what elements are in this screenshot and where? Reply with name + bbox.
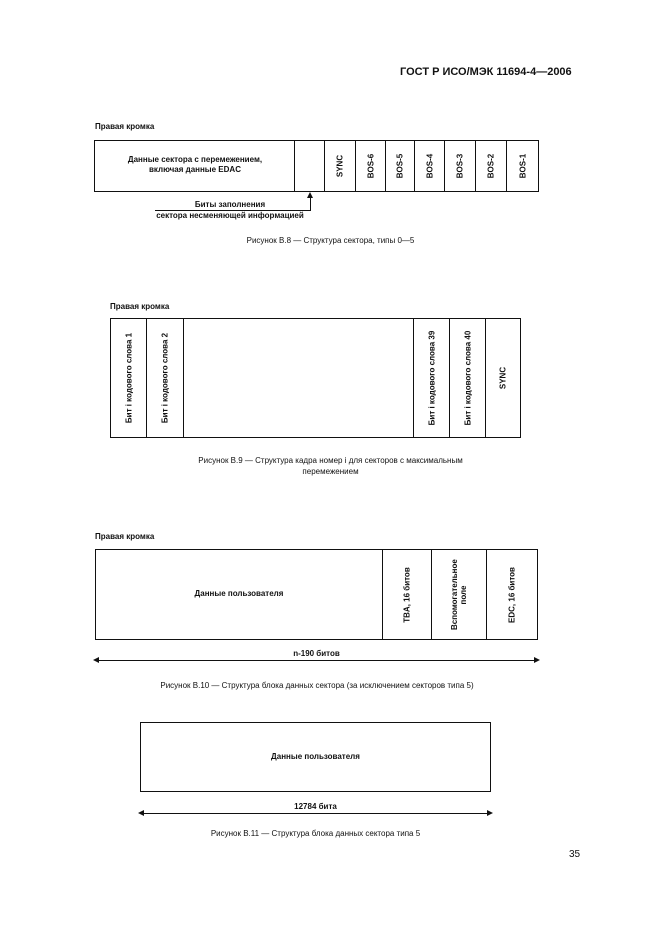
document-title: ГОСТ Р ИСО/МЭК 11694-4—2006 <box>400 66 572 78</box>
fig9-cell-label: Бит i кодового слова 2 <box>160 332 170 424</box>
fig8-fill-note <box>150 199 310 221</box>
fig11-length-arrow-line <box>143 813 488 814</box>
fig10-cell-label: TBA, 16 битов <box>402 566 412 623</box>
fig10-cell-label: EDC, 16 битов <box>507 566 517 623</box>
fig8-cell-label: BOS-2 <box>486 153 496 179</box>
fig9-cell <box>414 318 449 438</box>
fig8-pointer-arrowhead <box>307 192 313 198</box>
fig9-cell-label: Бит i кодового слова 1 <box>124 332 133 424</box>
fig8-cell-label: BOS-6 <box>366 153 375 179</box>
fig10-cell-label: Вспомогательное поле <box>450 558 468 630</box>
page-number: 35 <box>569 849 581 860</box>
fig9-cell-label: SYNC <box>498 366 508 390</box>
fig8-cell-label: BOS-3 <box>455 153 465 179</box>
fig8-pointer-vertical <box>310 197 311 211</box>
fig10-cell <box>383 549 431 640</box>
fig8-data-label-line2: включая данные EDAC <box>149 165 241 174</box>
fig8-caption: Рисунок В.8 — Структура сектора, типы 0—5 <box>246 236 415 245</box>
fig8-cell <box>445 140 475 192</box>
fig9-cell <box>111 318 146 438</box>
fig8-cell-label: BOS-1 <box>518 153 527 179</box>
fig10-cell <box>487 549 537 640</box>
fig9-cell <box>147 318 183 438</box>
fig8-cell <box>507 140 538 192</box>
fig8-cell <box>476 140 506 192</box>
fig8-cell-label: BOS-4 <box>425 153 434 179</box>
fig9-cell-label: Бит i кодового слова 40 <box>463 330 472 426</box>
fig9-divider <box>183 318 184 438</box>
fig9-caption-line2: перемежением <box>302 467 359 476</box>
fig8-cell <box>386 140 414 192</box>
fig8-data-label-line1: Данные сектора с перемежением, <box>127 155 263 164</box>
fig9-caption <box>0 455 661 477</box>
fig10-cell <box>432 549 486 640</box>
fig10-length-label: n-190 битов <box>293 649 340 658</box>
fig8-edge-label: Правая кромка <box>95 122 155 131</box>
fig11-length-label: 12784 бита <box>294 802 337 811</box>
fig8-data-label <box>98 155 292 175</box>
fig8-fill-note-line2: сектора несменяющей информацией <box>156 211 304 220</box>
fig10-length-arrow-line <box>98 660 534 661</box>
fig9-cell-label: Бит i кодового слова 39 <box>427 330 436 426</box>
fig9-edge-label: Правая кромка <box>110 302 170 311</box>
fig8-cell <box>415 140 444 192</box>
fig8-cell <box>325 140 355 192</box>
fig8-cell <box>356 140 385 192</box>
fig11-caption: Рисунок В.11 — Структура блока данных сектора типа 5 <box>210 829 421 838</box>
fig9-cell <box>450 318 485 438</box>
fig8-divider <box>294 140 295 192</box>
fig11-user-data: Данные пользователя <box>271 752 360 761</box>
fig8-cell-label: SYNC <box>335 154 345 178</box>
fig10-user-data: Данные пользователя <box>194 589 284 598</box>
fig9-cell <box>486 318 520 438</box>
fig8-cell-label: BOS-5 <box>395 153 405 179</box>
fig10-caption: Рисунок В.10 — Структура блока данных сектора (за исключением секторов типа 5) <box>160 681 474 690</box>
fig10-edge-label: Правая кромка <box>95 532 155 541</box>
fig8-fill-note-line1: Биты заполнения <box>194 200 266 209</box>
fig9-caption-line1: Рисунок В.9 — Структура кадра номер i для секторов с максимальным <box>198 456 463 465</box>
